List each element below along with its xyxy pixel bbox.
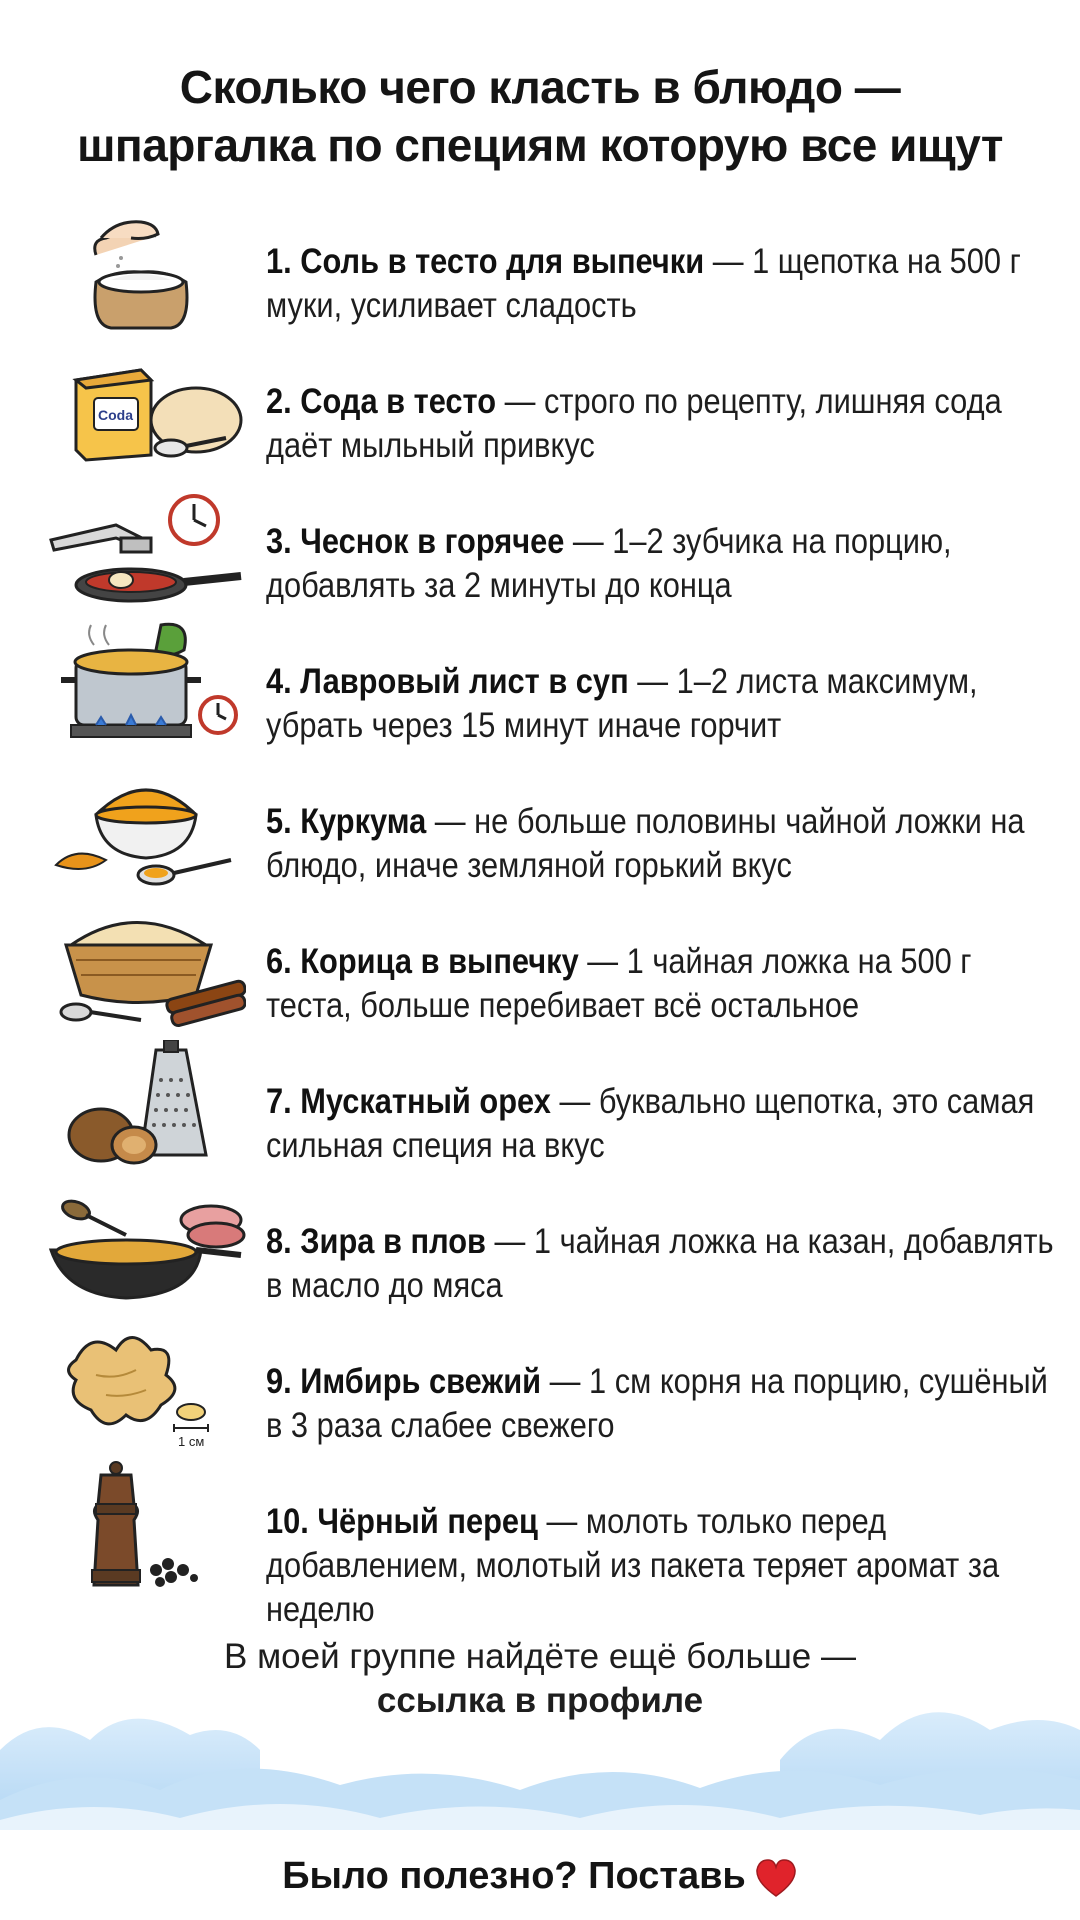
item-body: — молоть только перед добавлением, молотый из пакета теряет аромат за неделю xyxy=(266,1502,1000,1629)
item-heading: 7. Мускатный орех xyxy=(266,1082,551,1121)
ginger-root-icon xyxy=(46,1320,246,1450)
item-heading: 3. Чеснок в горячее xyxy=(266,522,565,561)
item-text xyxy=(266,660,1058,748)
list-item xyxy=(0,620,1080,750)
cta-text xyxy=(282,1852,798,1900)
soda-box-icon xyxy=(46,340,246,470)
item-body: — 1–2 листа максимум, убрать через 15 минут иначе горчит xyxy=(266,662,978,745)
item-text xyxy=(266,800,1058,888)
title-line-1: Сколько чего класть в блюдо — xyxy=(179,61,901,113)
list-item xyxy=(0,340,1080,470)
item-heading: 4. Лавровый лист в суп xyxy=(266,662,629,701)
list-item xyxy=(0,1180,1080,1310)
item-body: — буквально щепотка, это самая сильная специя на вкус xyxy=(266,1082,1035,1165)
item-body: — 1–2 зубчика на порцию, добавлять за 2 минуты до конца xyxy=(266,522,952,605)
nutmeg-grater-icon xyxy=(46,1040,246,1170)
title-line-2: шпаргалка по специям которую все ищут xyxy=(77,119,1003,171)
page-title xyxy=(0,58,1080,174)
soup-pot-bay-leaf-icon xyxy=(46,620,246,750)
item-text xyxy=(266,1360,1058,1448)
item-text xyxy=(266,1500,1058,1632)
item-heading: 10. Чёрный перец xyxy=(266,1502,538,1541)
list-item xyxy=(0,1040,1080,1170)
footer-line-1: В моей группе найдёте ещё больше — xyxy=(224,1637,856,1676)
soda-box-label: Coda xyxy=(98,407,133,423)
salt-bag-icon xyxy=(46,200,246,330)
cta-bar xyxy=(0,1830,1080,1920)
list-item xyxy=(0,480,1080,610)
cinnamon-dough-icon xyxy=(46,900,246,1030)
profile-link-text: ссылка в профиле xyxy=(376,1681,704,1720)
garlic-press-pan-icon xyxy=(46,480,246,610)
cta-label: Было полезно? Поставь xyxy=(282,1855,746,1897)
list-item xyxy=(0,200,1080,330)
item-heading: 5. Куркума xyxy=(266,802,427,841)
item-text xyxy=(266,1080,1058,1168)
list-item xyxy=(0,1320,1080,1450)
list-item xyxy=(0,900,1080,1030)
item-heading: 6. Корица в выпечку xyxy=(266,942,579,981)
item-body: — 1 щепотка на 500 г муки, усиливает сладость xyxy=(266,242,1021,325)
item-text xyxy=(266,380,1058,468)
item-body: — строго по рецепту, лишняя сода даёт мыльный привкус xyxy=(266,382,1002,465)
item-text xyxy=(266,940,1058,1028)
item-body: — 1 чайная ложка на казан, добавлять в масло до мяса xyxy=(266,1222,1054,1305)
list-item xyxy=(0,760,1080,890)
item-text xyxy=(266,520,1058,608)
footer-note xyxy=(0,1635,1080,1723)
item-heading: 9. Имбирь свежий xyxy=(266,1362,542,1401)
item-heading: 2. Сода в тесто xyxy=(266,382,497,421)
turmeric-bowl-icon xyxy=(46,760,246,890)
ginger-size-label: 1 см xyxy=(178,1434,205,1449)
item-heading: 8. Зира в плов xyxy=(266,1222,486,1261)
heart-icon[interactable] xyxy=(754,1858,798,1898)
item-heading: 1. Соль в тесто для выпечки xyxy=(266,242,705,281)
cumin-wok-icon xyxy=(46,1180,246,1310)
pepper-mill-icon xyxy=(46,1460,246,1590)
item-body: — 1 см корня на порцию, сушёный в 3 раза слабее свежего xyxy=(266,1362,1048,1445)
item-body: — не больше половины чайной ложки на блюдо, иначе земляной горький вкус xyxy=(266,802,1025,885)
list-item xyxy=(0,1460,1080,1629)
item-text xyxy=(266,1220,1058,1308)
item-body: — 1 чайная ложка на 500 г теста, больше перебивает всё остальное xyxy=(266,942,972,1025)
item-text xyxy=(266,240,1058,328)
